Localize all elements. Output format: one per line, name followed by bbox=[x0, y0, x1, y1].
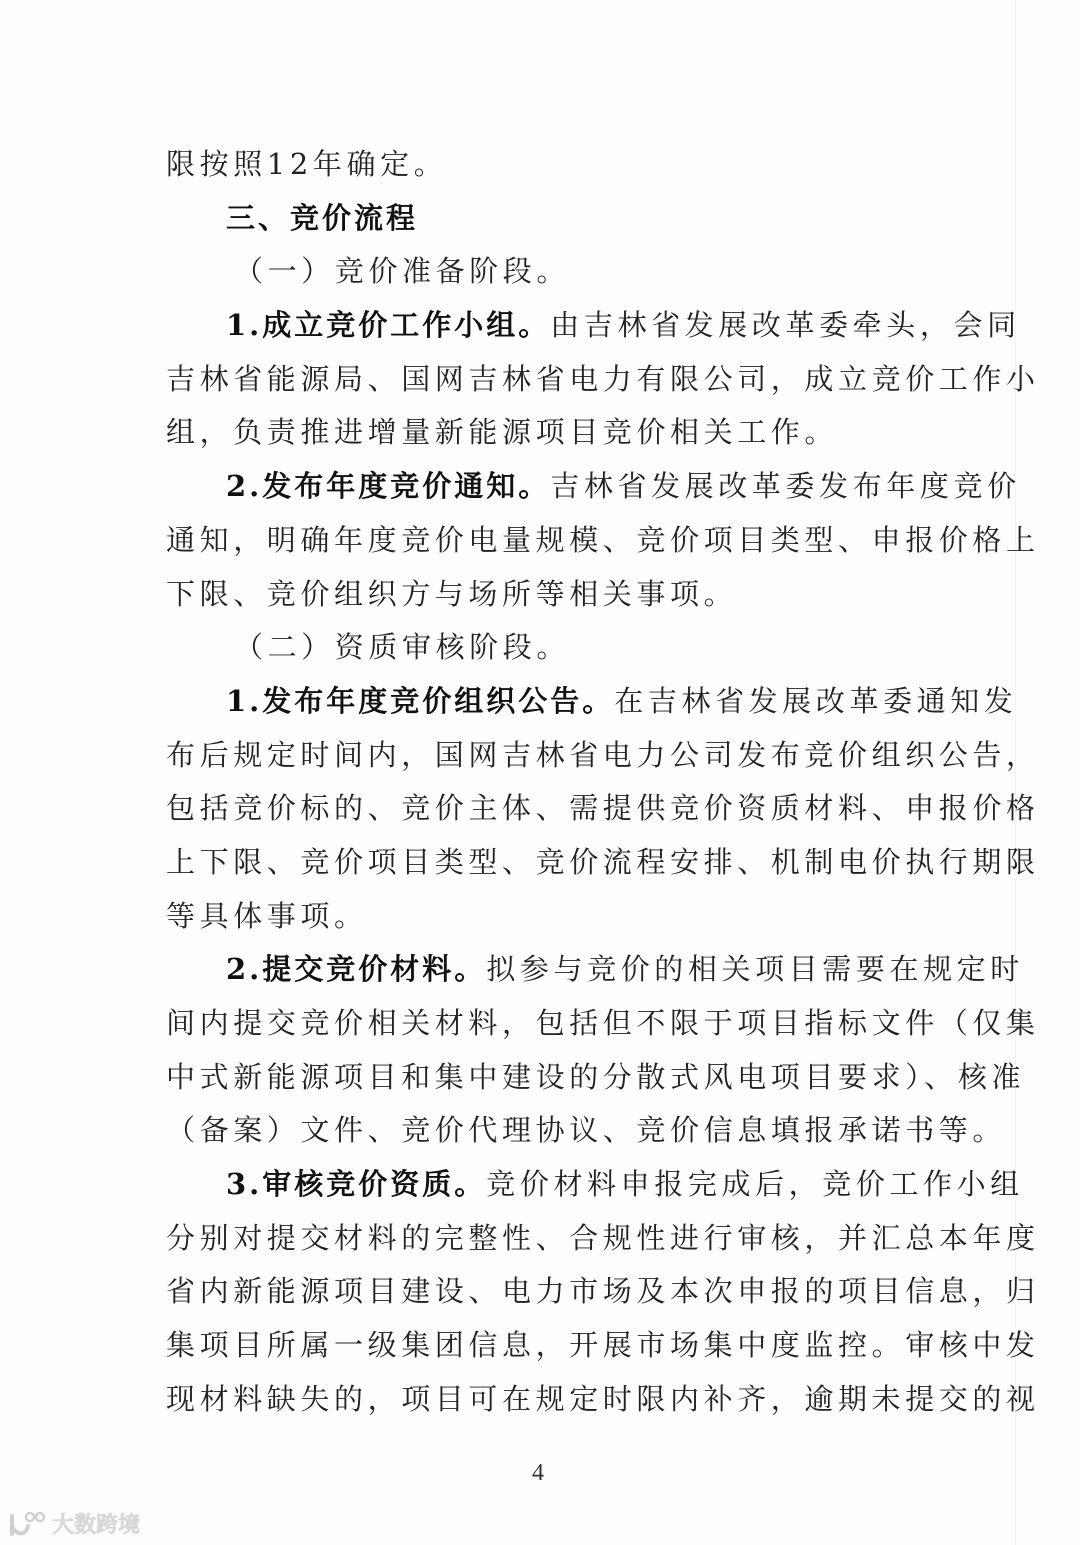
section-heading-bidding-process: 三、竞价流程 bbox=[226, 200, 419, 235]
body-line: （备案）文件、竞价代理协议、竞价信息填报承诺书等。 bbox=[166, 1113, 1007, 1148]
body-line: 等具体事项。 bbox=[166, 898, 368, 933]
item-publish-annual-notice: 2.发布年度竞价通知。吉林省发展改革委发布年度竞价 bbox=[226, 469, 1021, 504]
body-line: 组，负责推进增量新能源项目竞价相关工作。 bbox=[166, 415, 839, 450]
body-line: 中式新能源项目和集中建设的分散式风电项目要求）、核准 bbox=[166, 1059, 1026, 1094]
item-lead: 2.提交竞价材料。 bbox=[226, 952, 487, 987]
watermark-text: 大数跨境 bbox=[52, 1513, 141, 1538]
subsection-heading-qualification-review: （二）资质审核阶段。 bbox=[234, 630, 571, 665]
item-publish-organization-announcement: 1.发布年度竞价组织公告。在吉林省发展改革委通知发 bbox=[226, 683, 1018, 718]
document-body bbox=[166, 138, 1040, 1427]
body-line: 分别对提交材料的完整性、合规性进行审核，并汇总本年度 bbox=[166, 1220, 1040, 1255]
item-lead: 1.发布年度竞价组织公告。 bbox=[226, 683, 615, 718]
item-review-qualification: 3.审核竞价资质。竞价材料申报完成后，竞价工作小组 bbox=[226, 1167, 1024, 1202]
item-lead: 3.审核竞价资质。 bbox=[226, 1167, 487, 1202]
page-number: 4 bbox=[532, 1460, 544, 1486]
subsection-heading-preparation-stage: （一）竞价准备阶段。 bbox=[234, 254, 571, 289]
item-lead: 2.发布年度竞价通知。 bbox=[226, 469, 551, 504]
body-line: 通知，明确年度竞价电量规模、竞价项目类型、申报价格上 bbox=[166, 522, 1040, 557]
body-line: 布后规定时间内，国网吉林省电力公司发布竞价组织公告， bbox=[166, 737, 1040, 772]
body-line: 集项目所属一级集团信息，开展市场集中度监控。审核中发 bbox=[166, 1328, 1040, 1363]
body-line: 上下限、竞价项目类型、竞价流程安排、机制电价执行期限 bbox=[166, 844, 1040, 879]
item-lead: 1.成立竞价工作小组。 bbox=[226, 308, 551, 343]
watermark bbox=[8, 1508, 140, 1539]
body-line: 现材料缺失的，项目可在规定时限内补齐，逾期未提交的视 bbox=[166, 1381, 1040, 1416]
item-establish-working-group: 1.成立竞价工作小组。由吉林省发展改革委牵头，会同 bbox=[226, 308, 1021, 343]
body-line: 省内新能源项目建设、电力市场及本次申报的项目信息，归 bbox=[166, 1274, 1040, 1309]
scan-margin-line bbox=[1015, 0, 1016, 1545]
item-submit-materials: 2.提交竞价材料。拟参与竞价的相关项目需要在规定时 bbox=[226, 952, 1024, 987]
body-line: 下限、竞价组织方与场所等相关事项。 bbox=[166, 576, 738, 611]
body-line: 包括竞价标的、竞价主体、需提供竞价资质材料、申报价格 bbox=[166, 791, 1040, 826]
body-line: 间内提交竞价相关材料，包括但不限于项目指标文件（仅集 bbox=[166, 1006, 1040, 1040]
body-line: 吉林省能源局、国网吉林省电力有限公司，成立竞价工作小 bbox=[166, 361, 1040, 396]
paragraph-continuation: 限按照12年确定。 bbox=[166, 147, 448, 181]
k100-logo-icon bbox=[8, 1510, 48, 1538]
